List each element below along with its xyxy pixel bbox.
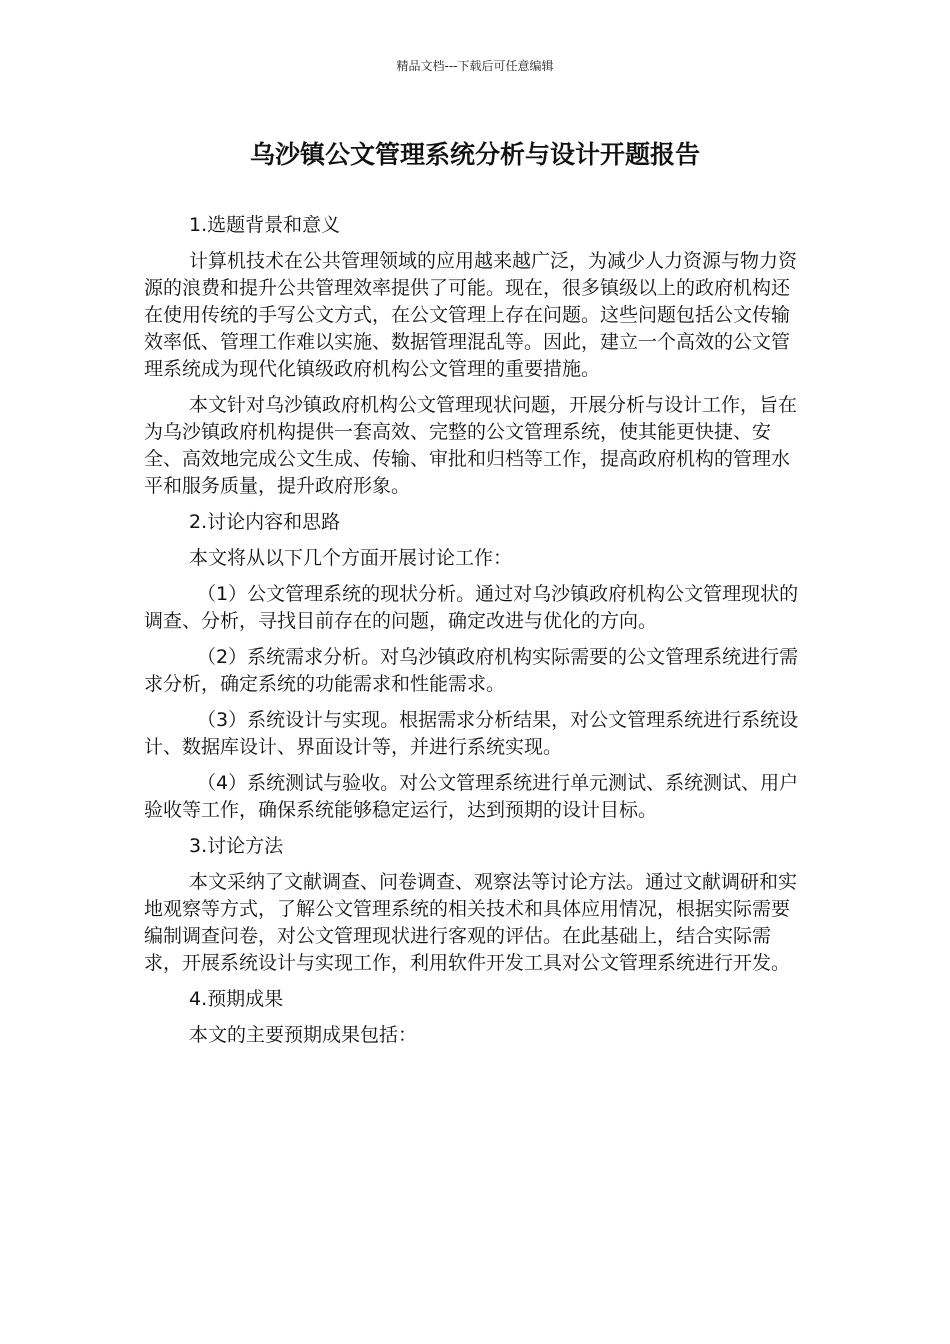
section-2-item-1: （1）公文管理系统的现状分析。通过对乌沙镇政府机构公文管理现状的调查、分析，寻找目前存在的问题，确定改进与优化的方向。 <box>144 583 799 632</box>
section-3-paragraph-1: 本文采纳了文献调查、问卷调查、观察法等讨论方法。通过文献调研和实地观察等方式，了解公文管理系统的相关技术和具体应用情况，根据实际需要编制调查问卷，对公文管理现状进行客观的评估。在此基础上，结合实际需求，开展系统设计与实现工作，利用软件开发工具对公文管理系统进行开发。 <box>144 871 798 974</box>
section-2-paragraph-1: 本文将从以下几个方面开展讨论工作： <box>189 547 513 569</box>
section-3-heading: 3.讨论方法 <box>189 835 284 857</box>
section-4-paragraph-1: 本文的主要预期成果包括： <box>189 1024 418 1046</box>
section-1-paragraph-2: 本文针对乌沙镇政府机构公文管理现状问题，开展分析与设计工作，旨在为乌沙镇政府机构提供一套高效、完整的公文管理系统，使其能更快捷、安全、高效地完成公文生成、传输、审批和归档等工作，提高政府机构的管理水平和服务质量，提升政府形象。 <box>144 394 798 497</box>
section-1-heading: 1.选题背景和意义 <box>189 214 341 236</box>
section-2-item-4: （4）系统测试与验收。对公文管理系统进行单元测试、系统测试、用户验收等工作，确保系统能够稳定运行，达到预期的设计目标。 <box>144 772 799 821</box>
page-header: 精品文档---下载后可任意编辑 <box>396 59 554 73</box>
section-4-heading: 4.预期成果 <box>189 988 284 1010</box>
section-2-heading: 2.讨论内容和思路 <box>189 511 341 533</box>
section-1-paragraph-1: 计算机技术在公共管理领域的应用越来越广泛，为减少人力资源与物力资源的浪费和提升公共管理效率提供了可能。现在，很多镇级以上的政府机构还在使用传统的手写公文方式，在公文管理上存在问题。这些问题包括公文传输效率低、管理工作难以实施、数据管理混乱等。因此，建立一个高效的公文管理系统成为现代化镇级政府机构公文管理的重要措施。 <box>144 250 798 380</box>
section-2-item-3: （3）系统设计与实现。根据需求分析结果，对公文管理系统进行系统设计、数据库设计、界面设计等，并进行系统实现。 <box>144 709 799 758</box>
section-2-item-2: （2）系统需求分析。对乌沙镇政府机构实际需要的公文管理系统进行需求分析，确定系统的功能需求和性能需求。 <box>144 646 799 695</box>
document-title: 乌沙镇公文管理系统分析与设计开题报告 <box>249 140 700 169</box>
document-body <box>144 212 806 1058</box>
